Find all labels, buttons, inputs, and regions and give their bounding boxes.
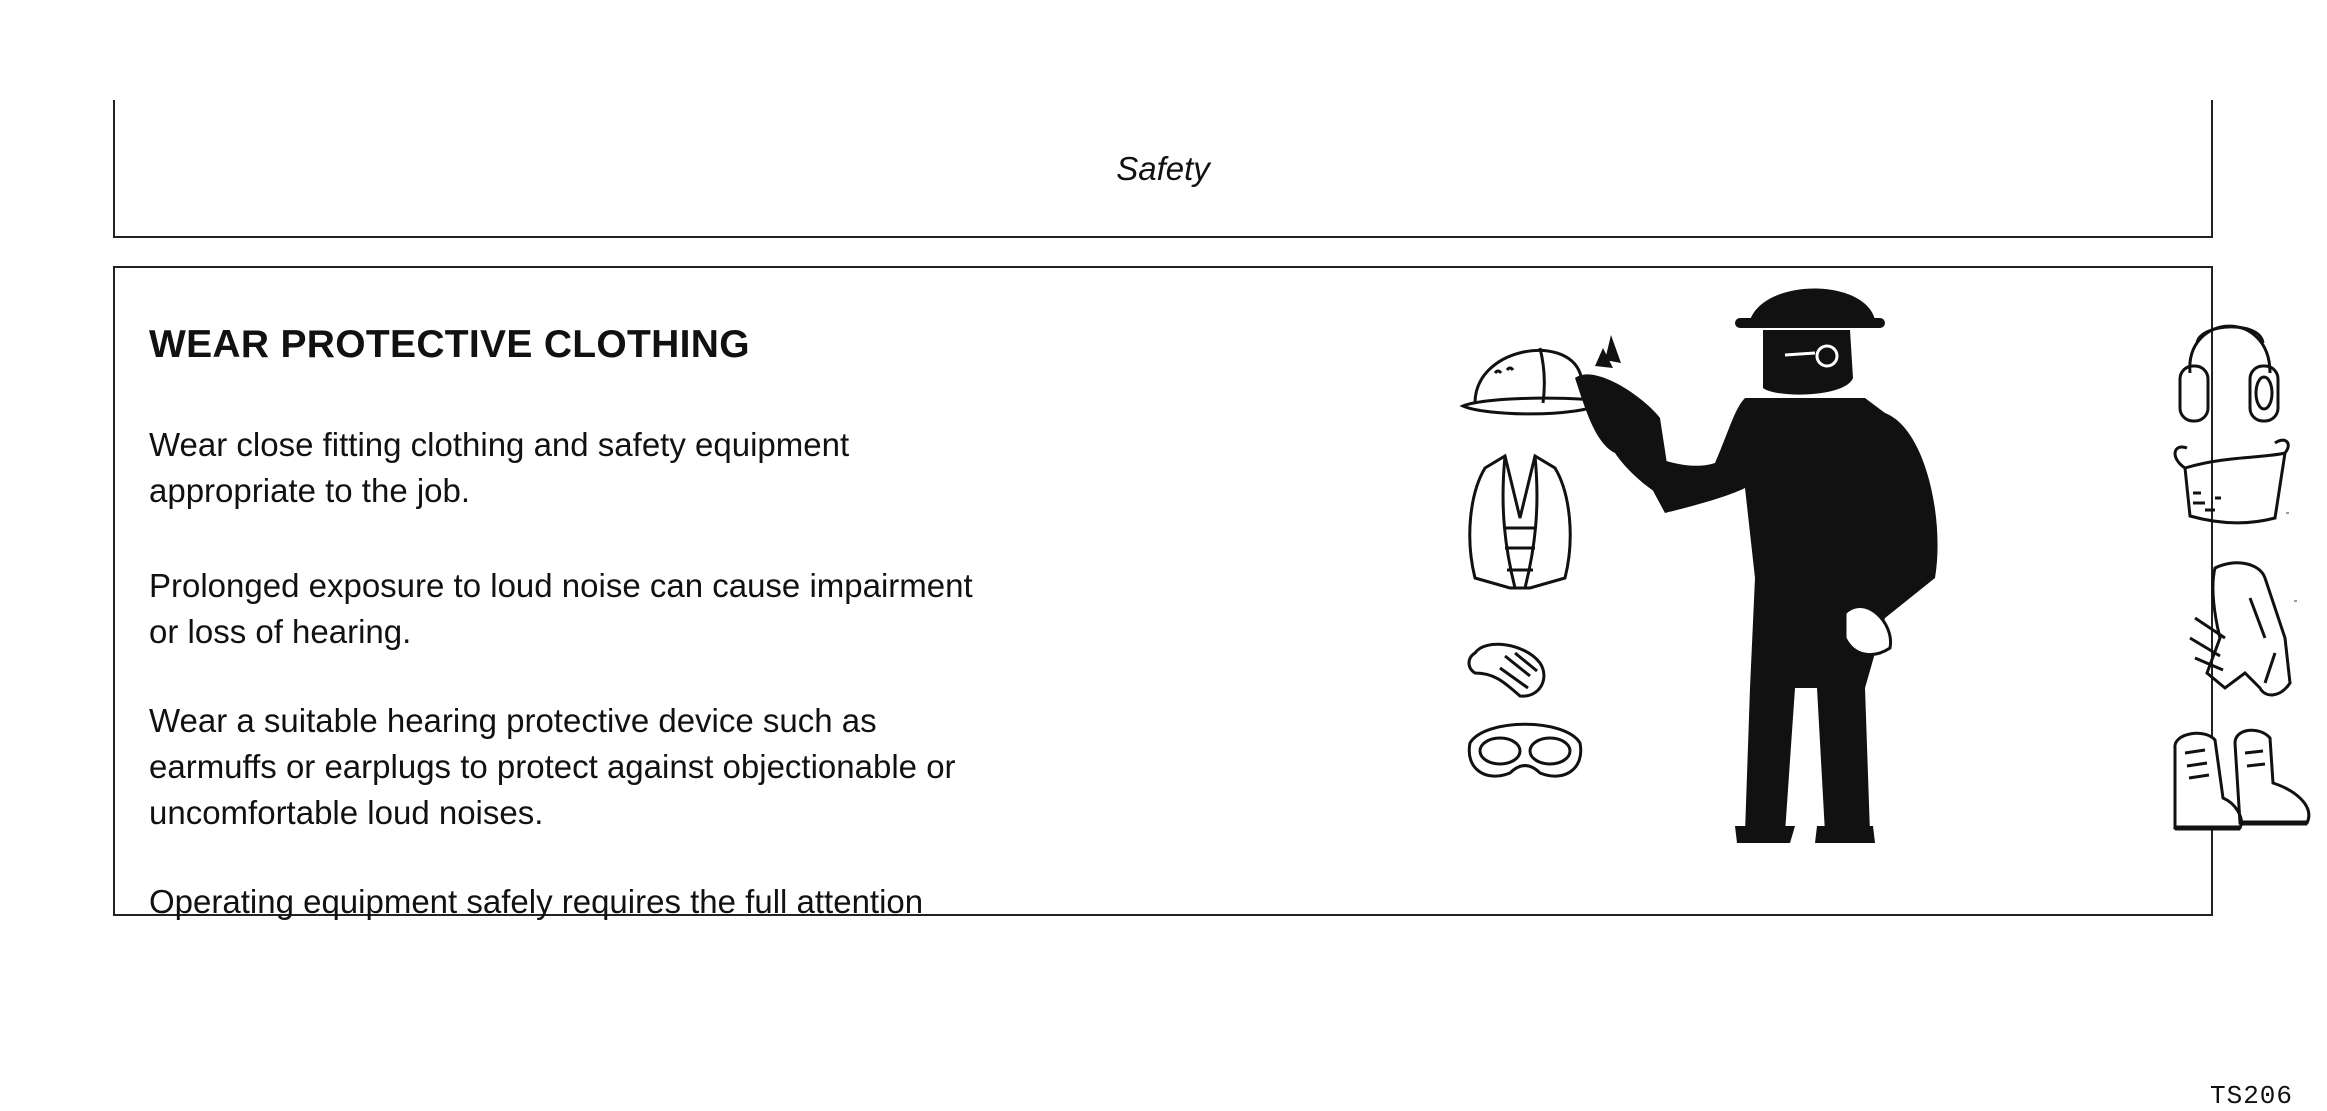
page-header-title: Safety bbox=[1116, 150, 1210, 187]
paragraph-3-line-3: uncomfortable loud noises. bbox=[149, 794, 544, 831]
section-title: WEAR PROTECTIVE CLOTHING bbox=[149, 323, 750, 366]
paragraph-1-line-2: appropriate to the job. bbox=[149, 472, 471, 509]
worker-silhouette-icon bbox=[1568, 289, 1938, 844]
paragraph-2-line-1: Prolonged exposure to loud noise can cause impairment bbox=[149, 567, 973, 604]
paragraph-2 bbox=[149, 563, 1249, 655]
face-shield-icon bbox=[2175, 440, 2288, 523]
paragraph-1 bbox=[149, 422, 1249, 514]
goggles-icon bbox=[1469, 724, 1581, 776]
scan-speck bbox=[2294, 600, 2297, 602]
work-boots-icon bbox=[2175, 730, 2309, 828]
paragraph-4 bbox=[149, 879, 1249, 925]
scan-speck bbox=[2286, 512, 2289, 514]
protective-clothing-illustration bbox=[1445, 278, 2327, 868]
earplugs-icon bbox=[1469, 644, 1544, 696]
page-header bbox=[113, 100, 2213, 238]
paragraph-3 bbox=[149, 698, 1249, 836]
paragraph-3-line-2: earmuffs or earplugs to protect against objectionable or bbox=[149, 748, 956, 785]
paragraph-3-line-1: Wear a suitable hearing protective device such as bbox=[149, 702, 877, 739]
earmuffs-icon bbox=[2180, 326, 2278, 421]
safety-vest-icon bbox=[1470, 456, 1570, 588]
paragraph-4-line-1: Operating equipment safely requires the full attention bbox=[149, 883, 924, 920]
paragraph-2-line-2: or loss of hearing. bbox=[149, 613, 412, 650]
safety-section bbox=[113, 266, 2294, 1111]
figure-id: TS206 bbox=[2210, 1081, 2294, 1111]
work-gloves-icon bbox=[2190, 563, 2290, 695]
paragraph-1-line-1: Wear close fitting clothing and safety equipment bbox=[149, 426, 850, 463]
